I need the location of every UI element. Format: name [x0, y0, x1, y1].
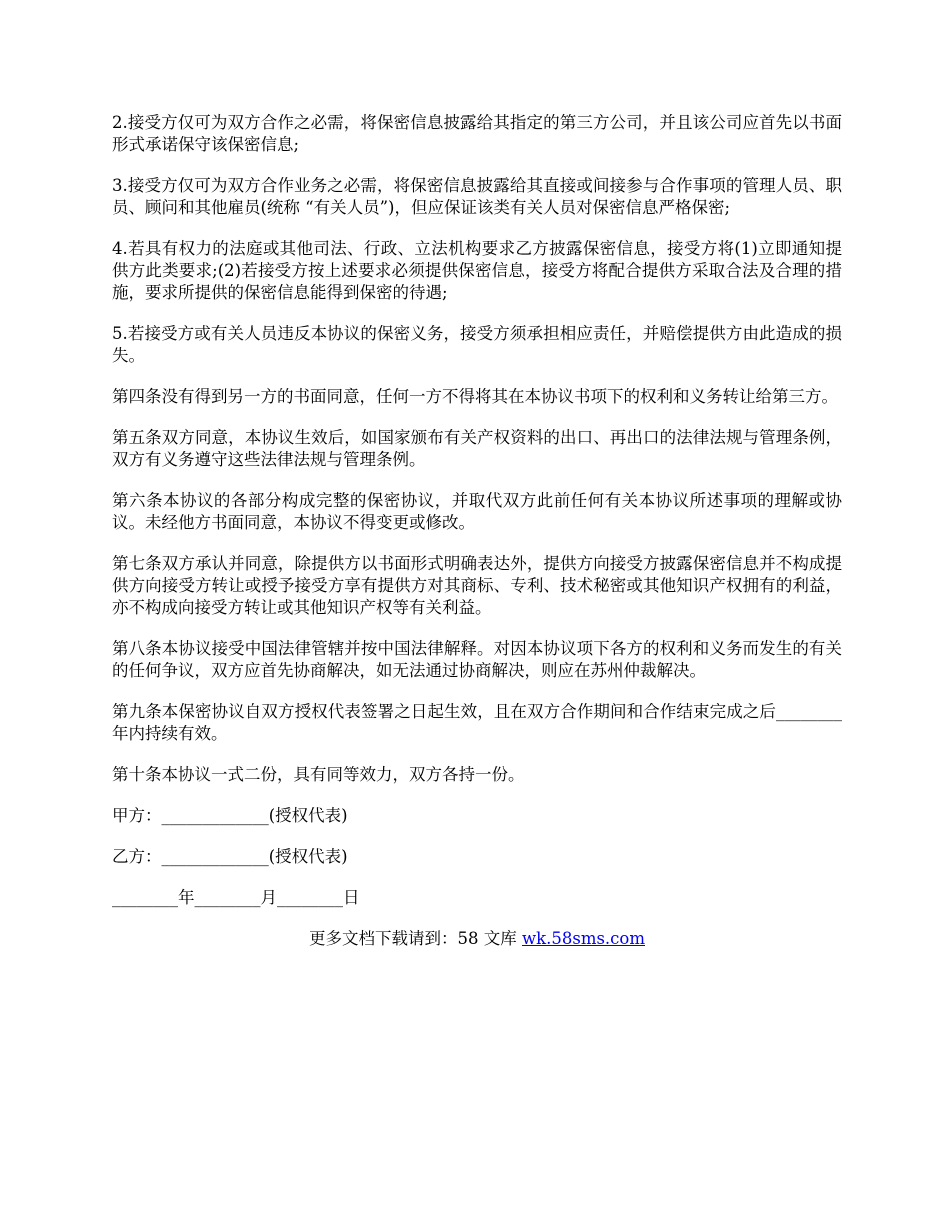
signature-party-a: 甲方：_____________(授权代表)	[112, 806, 348, 825]
paragraph-clause-2-5: 5.若接受方或有关人员违反本协议的保密义务，接受方须承担相应责任，并赔偿提供方由此造成的损失。	[112, 324, 842, 365]
paragraph-article-7: 第七条双方承认并同意，除提供方以书面形式明确表达外，提供方向接受方披露保密信息并不构成提供方向接受方转让或授予接受方享有提供方对其商标、专利、技术秘密或其他知识产权拥有的利益，亦不构成向接受方转让或其他知识产权等有关利益。	[112, 554, 842, 617]
document-page	[112, 112, 842, 950]
paragraph-clause-2-3: 3.接受方仅可为双方合作业务之必需，将保密信息披露给其直接或间接参与合作事项的管理人员、职员、顾问和其他雇员(统称 “有关人员”)，但应保证该类有关人员对保密信息严格保密;	[112, 176, 842, 217]
footer-prefix: 更多文档下载请到：58 文库	[308, 929, 522, 948]
paragraph-clause-2-4: 4.若具有权力的法庭或其他司法、行政、立法机构要求乙方披露保密信息，接受方将(1)立即通知提供方此类要求;(2)若接受方按上述要求必须提供保密信息，接受方将配合提供方采取合法及合理的措施，要求所提供的保密信息能得到保密的待遇;	[112, 239, 842, 302]
paragraph-article-9: 第九条本保密协议自双方授权代表签署之日起生效，且在双方合作期间和合作结束完成之后________年内持续有效。	[112, 702, 842, 743]
paragraph-article-5: 第五条双方同意，本协议生效后，如国家颁布有关产权资料的出口、再出口的法律法规与管理条例，双方有义务遵守这些法律法规与管理条例。	[112, 428, 842, 469]
paragraph-article-10: 第十条本协议一式二份，具有同等效力，双方各持一份。	[112, 765, 525, 784]
paragraph-clause-2-2: 2.接受方仅可为双方合作之必需，将保密信息披露给其指定的第三方公司，并且该公司应首先以书面形式承诺保守该保密信息;	[112, 113, 842, 154]
paragraph-article-6: 第六条本协议的各部分构成完整的保密协议，并取代双方此前任何有关本协议所述事项的理解或协议。未经他方书面同意，本协议不得变更或修改。	[112, 491, 842, 532]
signature-date-line: ________年________月________日	[112, 888, 360, 907]
signature-party-b: 乙方：_____________(授权代表)	[112, 847, 348, 866]
download-footer	[112, 928, 842, 950]
paragraph-article-8: 第八条本协议接受中国法律管辖并按中国法律解释。对因本协议项下各方的权利和义务而发生的有关的任何争议，双方应首先协商解决，如无法通过协商解决，则应在苏州仲裁解决。	[112, 639, 842, 680]
footer-link[interactable]: wk.58sms.com	[521, 929, 645, 948]
paragraph-article-4: 第四条没有得到另一方的书面同意，任何一方不得将其在本协议书项下的权利和义务转让给第三方。	[112, 387, 838, 406]
